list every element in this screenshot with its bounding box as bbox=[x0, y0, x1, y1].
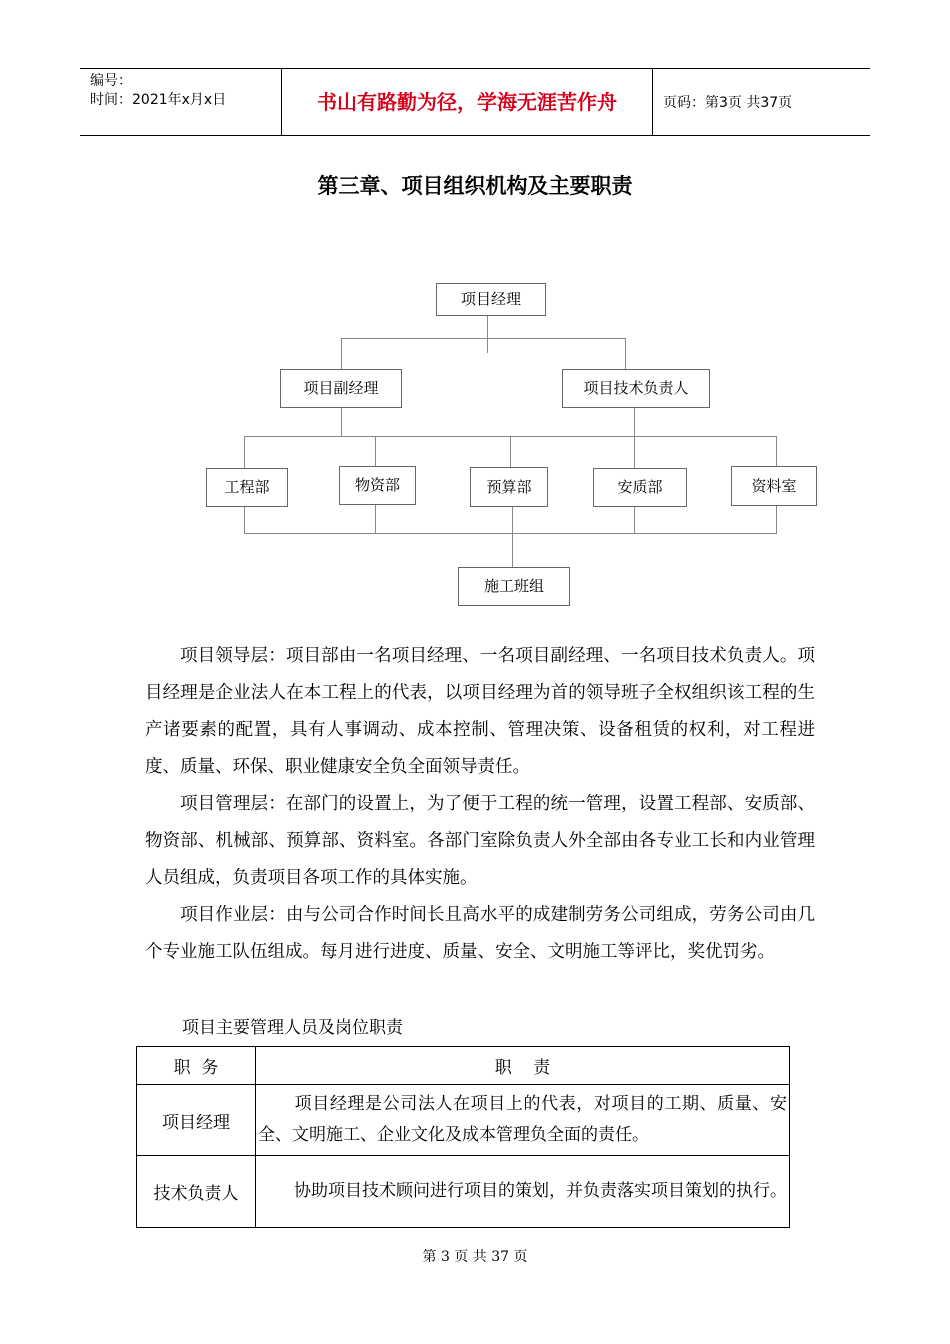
header-meta bbox=[80, 69, 281, 135]
row-duty: 协助项目技术顾问进行项目的策划，并负责落实项目策划的执行。 bbox=[256, 1156, 790, 1228]
header-page-info: 页码：第3页 共37页 bbox=[663, 95, 793, 111]
header-position: 职 务 bbox=[137, 1047, 256, 1085]
header-motto: 书山有路勤为径，学海无涯苦作舟 bbox=[281, 69, 653, 135]
org-box-budget: 预算部 bbox=[470, 467, 548, 507]
paragraph-operations: 项目作业层：由与公司合作时间长且高水平的成建制劳务公司组成，劳务公司由几个专业施工队伍组成。每月进行进度、质量、安全、文明施工等评比，奖优罚劣。 bbox=[145, 905, 815, 962]
table-row bbox=[137, 1085, 790, 1156]
page-header bbox=[80, 68, 870, 136]
org-box-tech-lead: 项目技术负责人 bbox=[562, 369, 710, 408]
duty-table bbox=[136, 1046, 790, 1228]
org-box-project-manager: 项目经理 bbox=[436, 283, 546, 316]
row-position: 技术负责人 bbox=[137, 1156, 256, 1228]
paragraph-leadership: 项目领导层：项目部由一名项目经理、一名项目副经理、一名项目技术负责人。项目经理是企业法人在本工程上的代表，以项目经理为首的领导班子全权组织该工程的生产诸要素的配置，具有人事调动、成本控制、管理决策、设备租赁的权利，对工程进度、质量、环保、职业健康安全负全面领导责任。 bbox=[145, 646, 815, 777]
header-duty: 职 责 bbox=[256, 1047, 790, 1085]
table-row bbox=[137, 1156, 790, 1228]
time-label: 时间：2021年x月x日 bbox=[90, 92, 227, 108]
row-duty: 项目经理是公司法人在项目上的代表，对项目的工期、质量、安全、文明施工、企业文化及成本管理负全面的责任。 bbox=[256, 1085, 790, 1156]
body-text bbox=[145, 638, 815, 971]
org-box-engineering: 工程部 bbox=[206, 468, 288, 507]
org-box-deputy-manager: 项目副经理 bbox=[280, 369, 402, 408]
paragraph-management: 项目管理层：在部门的设置上，为了便于工程的统一管理，设置工程部、安质部、物资部、机械部、预算部、资料室。各部门室除负责人外全部由各专业工长和内业管理人员组成，负责项目各项工作的具体实施。 bbox=[145, 794, 815, 888]
org-box-materials: 物资部 bbox=[339, 466, 416, 505]
page-footer: 第 3 页 共 37 页 bbox=[422, 1249, 528, 1265]
org-box-construction-team: 施工班组 bbox=[458, 567, 570, 606]
table-title: 项目主要管理人员及岗位职责 bbox=[182, 1018, 403, 1038]
row-position: 项目经理 bbox=[137, 1085, 256, 1156]
chapter-title: 第三章、项目组织机构及主要职责 bbox=[317, 174, 633, 198]
table-header-row bbox=[137, 1047, 790, 1085]
org-box-records: 资料室 bbox=[731, 466, 817, 506]
number-label: 编号： bbox=[90, 73, 132, 89]
org-box-safety-quality: 安质部 bbox=[593, 468, 687, 507]
